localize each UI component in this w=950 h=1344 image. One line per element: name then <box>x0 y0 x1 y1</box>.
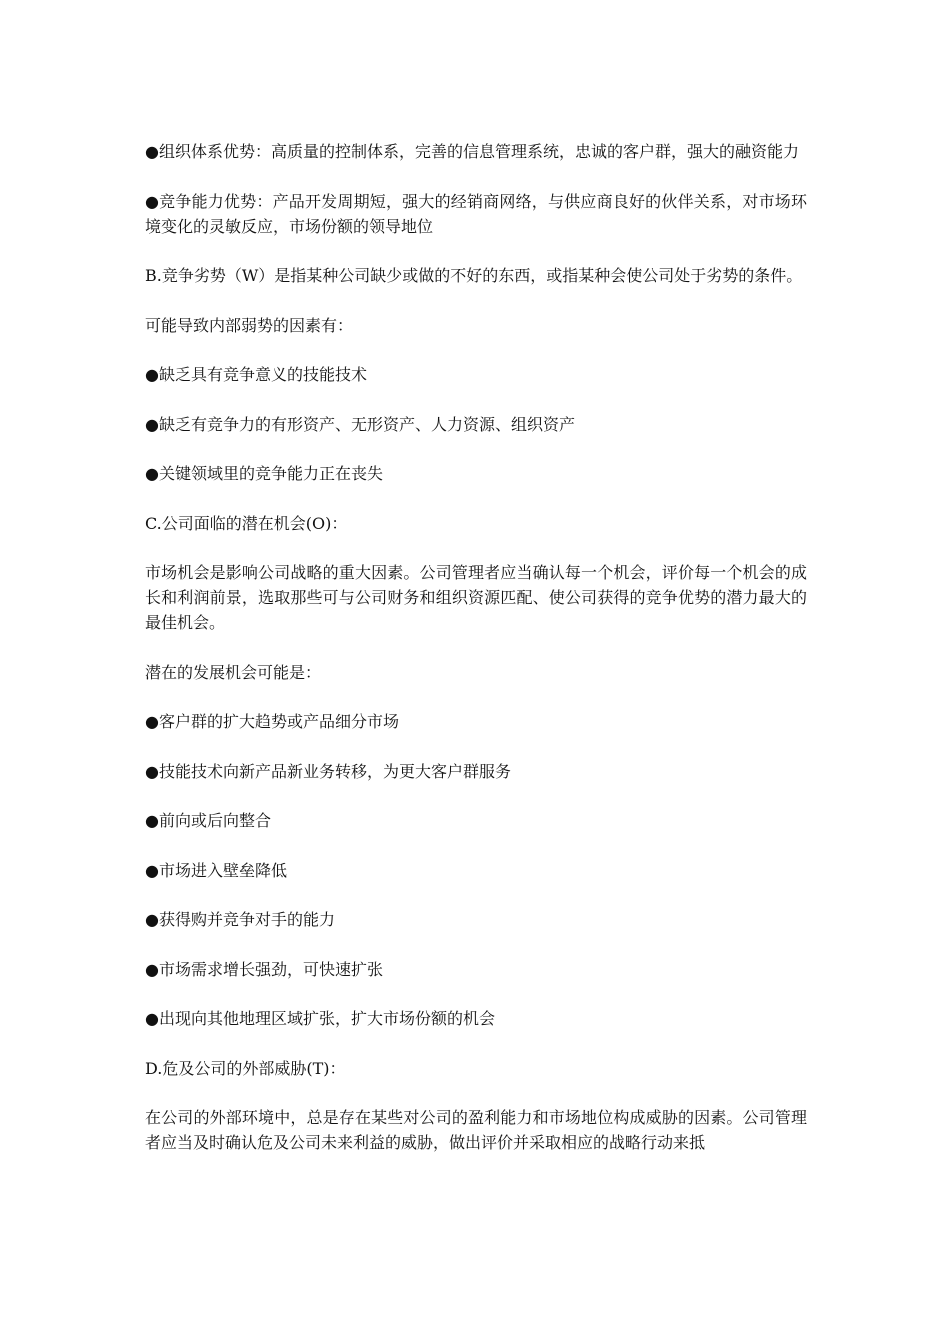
paragraph-competitive-advantage: ●竞争能力优势：产品开发周期短，强大的经销商网络，与供应商良好的伙伴关系，对市场环境变化的灵敏反应，市场份额的领导地位 <box>145 191 807 236</box>
list-item-opportunity-5: ●获得购并竞争对手的能力 <box>145 910 335 929</box>
list-item-opportunity-2: ●技能技术向新产品新业务转移，为更大客户群服务 <box>145 761 511 781</box>
list-item-weakness-3: ●关键领域里的竞争能力正在丧失 <box>145 464 383 483</box>
list-item-opportunity-3: ●前向或后向整合 <box>145 811 271 830</box>
paragraph-weakness-factors-intro: 可能导致内部弱势的因素有： <box>145 315 354 335</box>
list-item-weakness-1: ●缺乏具有竞争意义的技能技术 <box>145 365 367 384</box>
list-item-opportunity-1: ●客户群的扩大趋势或产品细分市场 <box>145 712 399 731</box>
list-item-weakness-2: ●缺乏有竞争力的有形资产、无形资产、人力资源、组织资产 <box>145 414 575 434</box>
heading-threats: D.危及公司的外部威胁(T)： <box>145 1058 346 1078</box>
heading-opportunities: C.公司面临的潜在机会(O)： <box>145 513 348 533</box>
paragraph-opportunities-description: 市场机会是影响公司战略的重大因素。公司管理者应当确认每一个机会，评价每一个机会的成长和利润前景，选取那些可与公司财务和组织资源匹配、使公司获得的竞争优势的潜力最大的最佳机会。 <box>145 563 807 632</box>
paragraph-threats-description: 在公司的外部环境中，总是存在某些对公司的盈利能力和市场地位构成威胁的因素。公司管理者应当及时确认危及公司未来利益的威胁，做出评价并采取相应的战略行动来抵 <box>145 1108 807 1152</box>
list-item-opportunity-4: ●市场进入壁垒降低 <box>145 860 287 880</box>
list-item-opportunity-7: ●出现向其他地理区域扩张，扩大市场份额的机会 <box>145 1009 495 1028</box>
list-item-opportunity-6: ●市场需求增长强劲，可快速扩张 <box>145 959 383 979</box>
document-body <box>145 139 807 1180</box>
paragraph-weakness-definition: B.竞争劣势（W）是指某种公司缺少或做的不好的东西，或指某种会使公司处于劣势的条件。 <box>145 266 803 285</box>
paragraph-opportunities-intro: 潜在的发展机会可能是： <box>145 662 322 682</box>
paragraph-organization-advantage: ●组织体系优势：高质量的控制体系，完善的信息管理系统，忠诚的客户群，强大的融资能力 <box>145 142 799 161</box>
